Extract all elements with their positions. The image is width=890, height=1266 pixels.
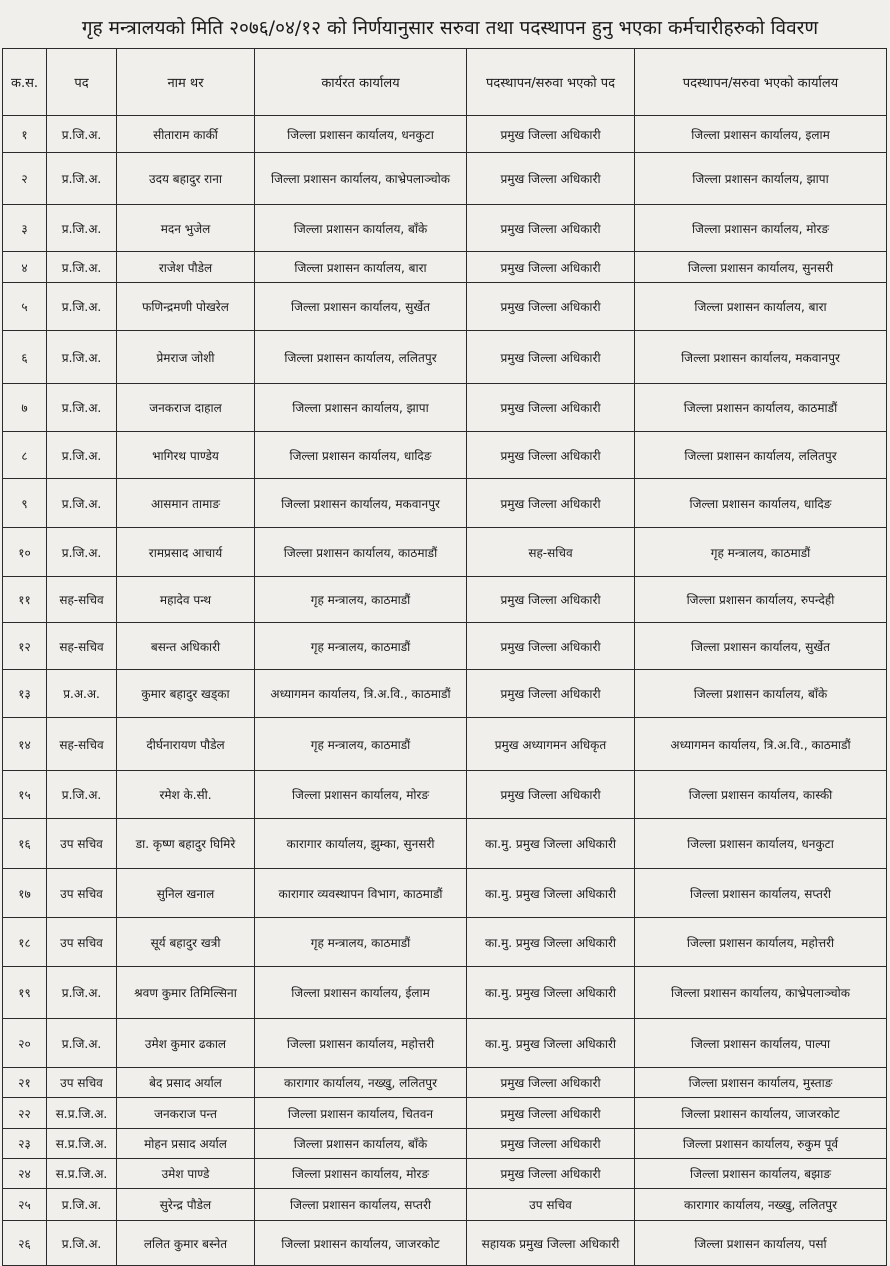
serial-cell: २१: [3, 1068, 47, 1098]
transfer-table: [2, 48, 887, 1266]
new-post-cell: प्रमुख जिल्ला अधिकारी: [467, 384, 635, 432]
name-cell: आसमान तामाङ: [117, 479, 255, 528]
post-cell: प्र.जि.अ.: [47, 153, 117, 205]
new-post-cell: का.मु. प्रमुख जिल्ला अधिकारी: [467, 967, 635, 1019]
new-office-cell: जिल्ला प्रशासन कार्यालय, सुनसरी: [635, 252, 887, 283]
post-cell: प्र.जि.अ.: [47, 1189, 117, 1221]
new-post-cell: सहायक प्रमुख जिल्ला अधिकारी: [467, 1221, 635, 1266]
new-post-cell: प्रमुख जिल्ला अधिकारी: [467, 771, 635, 819]
new-post-cell: प्रमुख जिल्ला अधिकारी: [467, 670, 635, 718]
new-office-cell: जिल्ला प्रशासन कार्यालय, सप्तरी: [635, 869, 887, 918]
name-cell: कुमार बहादुर खड्का: [117, 670, 255, 718]
table-row: [3, 670, 887, 718]
name-cell: रमेश के.सी.: [117, 771, 255, 819]
post-cell: प्र.अ.अ.: [47, 670, 117, 718]
new-post-cell: का.मु. प्रमुख जिल्ला अधिकारी: [467, 869, 635, 918]
new-office-cell: जिल्ला प्रशासन कार्यालय, जाजरकोट: [635, 1098, 887, 1129]
current-office-cell: जिल्ला प्रशासन कार्यालय, झापा: [255, 384, 467, 432]
post-cell: प्र.जि.अ.: [47, 967, 117, 1019]
table-row: [3, 1098, 887, 1129]
serial-cell: ९: [3, 479, 47, 528]
table-row: [3, 718, 887, 771]
post-cell: प्र.जि.अ.: [47, 432, 117, 479]
current-office-cell: जिल्ला प्रशासन कार्यालय, बारा: [255, 252, 467, 283]
header-name: नाम थर: [117, 49, 255, 116]
table-row: [3, 918, 887, 967]
current-office-cell: गृह मन्त्रालय, काठमाडौं: [255, 623, 467, 670]
serial-cell: २३: [3, 1129, 47, 1159]
post-cell: उप सचिव: [47, 819, 117, 869]
post-cell: सह-सचिव: [47, 577, 117, 623]
post-cell: स.प्र.जि.अ.: [47, 1098, 117, 1129]
current-office-cell: गृह मन्त्रालय, काठमाडौं: [255, 718, 467, 771]
serial-cell: ६: [3, 331, 47, 384]
table-row: [3, 1221, 887, 1266]
current-office-cell: कारागार कार्यालय, झुम्का, सुनसरी: [255, 819, 467, 869]
new-post-cell: प्रमुख जिल्ला अधिकारी: [467, 283, 635, 331]
new-post-cell: उप सचिव: [467, 1189, 635, 1221]
current-office-cell: जिल्ला प्रशासन कार्यालय, सुर्खेत: [255, 283, 467, 331]
post-cell: प्र.जि.अ.: [47, 384, 117, 432]
name-cell: मदन भुजेल: [117, 205, 255, 252]
name-cell: श्रवण कुमार तिमिल्सिना: [117, 967, 255, 1019]
post-cell: प्र.जि.अ.: [47, 1221, 117, 1266]
table-row: [3, 528, 887, 577]
new-post-cell: प्रमुख जिल्ला अधिकारी: [467, 331, 635, 384]
name-cell: सुनिल खनाल: [117, 869, 255, 918]
serial-cell: ३: [3, 205, 47, 252]
name-cell: ललित कुमार बस्नेत: [117, 1221, 255, 1266]
serial-cell: १०: [3, 528, 47, 577]
serial-cell: २२: [3, 1098, 47, 1129]
table-row: [3, 967, 887, 1019]
table-row: [3, 205, 887, 252]
serial-cell: २४: [3, 1159, 47, 1189]
new-office-cell: जिल्ला प्रशासन कार्यालय, रुपन्देही: [635, 577, 887, 623]
current-office-cell: अध्यागमन कार्यालय, त्रि.अ.वि., काठमाडौं: [255, 670, 467, 718]
name-cell: राजेश पौडेल: [117, 252, 255, 283]
name-cell: सीताराम कार्की: [117, 116, 255, 153]
new-post-cell: प्रमुख जिल्ला अधिकारी: [467, 1129, 635, 1159]
serial-cell: ८: [3, 432, 47, 479]
table-row: [3, 1159, 887, 1189]
post-cell: प्र.जि.अ.: [47, 479, 117, 528]
header-row: [3, 49, 887, 116]
new-office-cell: जिल्ला प्रशासन कार्यालय, मकवानपुर: [635, 331, 887, 384]
serial-cell: २६: [3, 1221, 47, 1266]
new-post-cell: प्रमुख जिल्ला अधिकारी: [467, 479, 635, 528]
current-office-cell: जिल्ला प्रशासन कार्यालय, चितवन: [255, 1098, 467, 1129]
post-cell: उप सचिव: [47, 918, 117, 967]
post-cell: उप सचिव: [47, 869, 117, 918]
name-cell: उमेश पाण्डे: [117, 1159, 255, 1189]
table-row: [3, 623, 887, 670]
post-cell: प्र.जि.अ.: [47, 283, 117, 331]
serial-cell: १५: [3, 771, 47, 819]
table-row: [3, 283, 887, 331]
name-cell: उमेश कुमार ढकाल: [117, 1019, 255, 1068]
name-cell: रामप्रसाद आचार्य: [117, 528, 255, 577]
new-office-cell: जिल्ला प्रशासन कार्यालय, मोरङ: [635, 205, 887, 252]
header-new-post: पदस्थापन/सरुवा भएको पद: [467, 49, 635, 116]
serial-cell: ७: [3, 384, 47, 432]
post-cell: प्र.जि.अ.: [47, 205, 117, 252]
table-row: [3, 819, 887, 869]
serial-cell: १९: [3, 967, 47, 1019]
new-post-cell: प्रमुख अध्यागमन अधिकृत: [467, 718, 635, 771]
table-row: [3, 1068, 887, 1098]
current-office-cell: कारागार कार्यालय, नख्खु, ललितपुर: [255, 1068, 467, 1098]
name-cell: सुरेन्द्र पौडेल: [117, 1189, 255, 1221]
current-office-cell: जिल्ला प्रशासन कार्यालय, धनकुटा: [255, 116, 467, 153]
new-post-cell: का.मु. प्रमुख जिल्ला अधिकारी: [467, 918, 635, 967]
new-post-cell: प्रमुख जिल्ला अधिकारी: [467, 205, 635, 252]
name-cell: प्रेमराज जोशी: [117, 331, 255, 384]
current-office-cell: जिल्ला प्रशासन कार्यालय, बाँके: [255, 205, 467, 252]
header-new-office: पदस्थापन/सरुवा भएको कार्यालय: [635, 49, 887, 116]
serial-cell: १४: [3, 718, 47, 771]
post-cell: प्र.जि.अ.: [47, 771, 117, 819]
current-office-cell: जिल्ला प्रशासन कार्यालय, मोरङ: [255, 1159, 467, 1189]
new-office-cell: जिल्ला प्रशासन कार्यालय, बाँके: [635, 670, 887, 718]
new-office-cell: अध्यागमन कार्यालय, त्रि.अ.वि., काठमाडौं: [635, 718, 887, 771]
new-post-cell: सह-सचिव: [467, 528, 635, 577]
post-cell: प्र.जि.अ.: [47, 1019, 117, 1068]
current-office-cell: जिल्ला प्रशासन कार्यालय, ललितपुर: [255, 331, 467, 384]
table-row: [3, 1019, 887, 1068]
post-cell: प्र.जि.अ.: [47, 331, 117, 384]
table-row: [3, 869, 887, 918]
table-row: [3, 432, 887, 479]
name-cell: भागिरथ पाण्डेय: [117, 432, 255, 479]
current-office-cell: जिल्ला प्रशासन कार्यालय, जाजरकोट: [255, 1221, 467, 1266]
serial-cell: ११: [3, 577, 47, 623]
new-office-cell: जिल्ला प्रशासन कार्यालय, बझाङ: [635, 1159, 887, 1189]
post-cell: स.प्र.जि.अ.: [47, 1159, 117, 1189]
new-post-cell: का.मु. प्रमुख जिल्ला अधिकारी: [467, 1019, 635, 1068]
new-office-cell: जिल्ला प्रशासन कार्यालय, रुकुम पूर्व: [635, 1129, 887, 1159]
serial-cell: १७: [3, 869, 47, 918]
table-row: [3, 116, 887, 153]
name-cell: सूर्य बहादुर खत्री: [117, 918, 255, 967]
post-cell: प्र.जि.अ.: [47, 252, 117, 283]
name-cell: डा. कृष्ण बहादुर घिमिरे: [117, 819, 255, 869]
name-cell: उदय बहादुर राना: [117, 153, 255, 205]
new-office-cell: जिल्ला प्रशासन कार्यालय, झापा: [635, 153, 887, 205]
new-post-cell: प्रमुख जिल्ला अधिकारी: [467, 252, 635, 283]
table-header: [3, 49, 887, 116]
new-post-cell: प्रमुख जिल्ला अधिकारी: [467, 577, 635, 623]
post-cell: सह-सचिव: [47, 623, 117, 670]
new-office-cell: जिल्ला प्रशासन कार्यालय, धनकुटा: [635, 819, 887, 869]
serial-cell: २: [3, 153, 47, 205]
new-post-cell: प्रमुख जिल्ला अधिकारी: [467, 1159, 635, 1189]
new-office-cell: जिल्ला प्रशासन कार्यालय, पर्सा: [635, 1221, 887, 1266]
post-cell: प्र.जि.अ.: [47, 116, 117, 153]
new-post-cell: प्रमुख जिल्ला अधिकारी: [467, 116, 635, 153]
serial-cell: १: [3, 116, 47, 153]
name-cell: महादेव पन्थ: [117, 577, 255, 623]
new-office-cell: जिल्ला प्रशासन कार्यालय, इलाम: [635, 116, 887, 153]
serial-cell: १६: [3, 819, 47, 869]
new-post-cell: प्रमुख जिल्ला अधिकारी: [467, 432, 635, 479]
new-post-cell: प्रमुख जिल्ला अधिकारी: [467, 623, 635, 670]
current-office-cell: गृह मन्त्रालय, काठमाडौं: [255, 918, 467, 967]
serial-cell: १२: [3, 623, 47, 670]
current-office-cell: जिल्ला प्रशासन कार्यालय, काठमाडौं: [255, 528, 467, 577]
current-office-cell: जिल्ला प्रशासन कार्यालय, काभ्रेपलाञ्चोक: [255, 153, 467, 205]
new-office-cell: जिल्ला प्रशासन कार्यालय, बारा: [635, 283, 887, 331]
name-cell: बेद प्रसाद अर्याल: [117, 1068, 255, 1098]
current-office-cell: जिल्ला प्रशासन कार्यालय, धादिङ: [255, 432, 467, 479]
new-office-cell: जिल्ला प्रशासन कार्यालय, पाल्पा: [635, 1019, 887, 1068]
table-row: [3, 1129, 887, 1159]
current-office-cell: जिल्ला प्रशासन कार्यालय, मोरङ: [255, 771, 467, 819]
new-post-cell: प्रमुख जिल्ला अधिकारी: [467, 153, 635, 205]
serial-cell: ५: [3, 283, 47, 331]
current-office-cell: गृह मन्त्रालय, काठमाडौं: [255, 577, 467, 623]
table-row: [3, 771, 887, 819]
table-row: [3, 384, 887, 432]
table-row: [3, 331, 887, 384]
new-office-cell: जिल्ला प्रशासन कार्यालय, ललितपुर: [635, 432, 887, 479]
name-cell: जनकराज दाहाल: [117, 384, 255, 432]
new-office-cell: जिल्ला प्रशासन कार्यालय, कास्की: [635, 771, 887, 819]
new-office-cell: जिल्ला प्रशासन कार्यालय, महोत्तरी: [635, 918, 887, 967]
serial-cell: ४: [3, 252, 47, 283]
header-serial: क.स.: [3, 49, 47, 116]
serial-cell: १३: [3, 670, 47, 718]
name-cell: दीर्घनारायण पौडेल: [117, 718, 255, 771]
serial-cell: २०: [3, 1019, 47, 1068]
table-row: [3, 479, 887, 528]
serial-cell: २५: [3, 1189, 47, 1221]
table-row: [3, 577, 887, 623]
header-current-office: कार्यरत कार्यालय: [255, 49, 467, 116]
post-cell: उप सचिव: [47, 1068, 117, 1098]
header-post: पद: [47, 49, 117, 116]
new-office-cell: जिल्ला प्रशासन कार्यालय, धादिङ: [635, 479, 887, 528]
name-cell: जनकराज पन्त: [117, 1098, 255, 1129]
current-office-cell: कारागार व्यवस्थापन विभाग, काठमाडौं: [255, 869, 467, 918]
table-row: [3, 153, 887, 205]
new-office-cell: जिल्ला प्रशासन कार्यालय, मुस्ताङ: [635, 1068, 887, 1098]
post-cell: स.प्र.जि.अ.: [47, 1129, 117, 1159]
table-row: [3, 1189, 887, 1221]
name-cell: मोहन प्रसाद अर्याल: [117, 1129, 255, 1159]
new-post-cell: प्रमुख जिल्ला अधिकारी: [467, 1068, 635, 1098]
new-post-cell: प्रमुख जिल्ला अधिकारी: [467, 1098, 635, 1129]
current-office-cell: जिल्ला प्रशासन कार्यालय, बाँके: [255, 1129, 467, 1159]
table-body: [3, 116, 887, 1266]
new-office-cell: कारागार कार्यालय, नख्खु, ललितपुर: [635, 1189, 887, 1221]
new-office-cell: गृह मन्त्रालय, काठमाडौं: [635, 528, 887, 577]
table-row: [3, 252, 887, 283]
current-office-cell: जिल्ला प्रशासन कार्यालय, मकवानपुर: [255, 479, 467, 528]
name-cell: बसन्त अधिकारी: [117, 623, 255, 670]
post-cell: सह-सचिव: [47, 718, 117, 771]
new-post-cell: का.मु. प्रमुख जिल्ला अधिकारी: [467, 819, 635, 869]
document-title: गृह मन्त्रालयको मिति २०७६/०४/१२ को निर्णयानुसार सरुवा तथा पदस्थापन हुनु भएका कर्मचारीहरुको विवरण: [81, 17, 819, 39]
current-office-cell: जिल्ला प्रशासन कार्यालय, सप्तरी: [255, 1189, 467, 1221]
serial-cell: १८: [3, 918, 47, 967]
name-cell: फणिन्द्रमणी पोखरेल: [117, 283, 255, 331]
new-office-cell: जिल्ला प्रशासन कार्यालय, काभ्रेपलाञ्चोक: [635, 967, 887, 1019]
new-office-cell: जिल्ला प्रशासन कार्यालय, सुर्खेत: [635, 623, 887, 670]
current-office-cell: जिल्ला प्रशासन कार्यालय, ईलाम: [255, 967, 467, 1019]
new-office-cell: जिल्ला प्रशासन कार्यालय, काठमाडौं: [635, 384, 887, 432]
post-cell: प्र.जि.अ.: [47, 528, 117, 577]
current-office-cell: जिल्ला प्रशासन कार्यालय, महोत्तरी: [255, 1019, 467, 1068]
